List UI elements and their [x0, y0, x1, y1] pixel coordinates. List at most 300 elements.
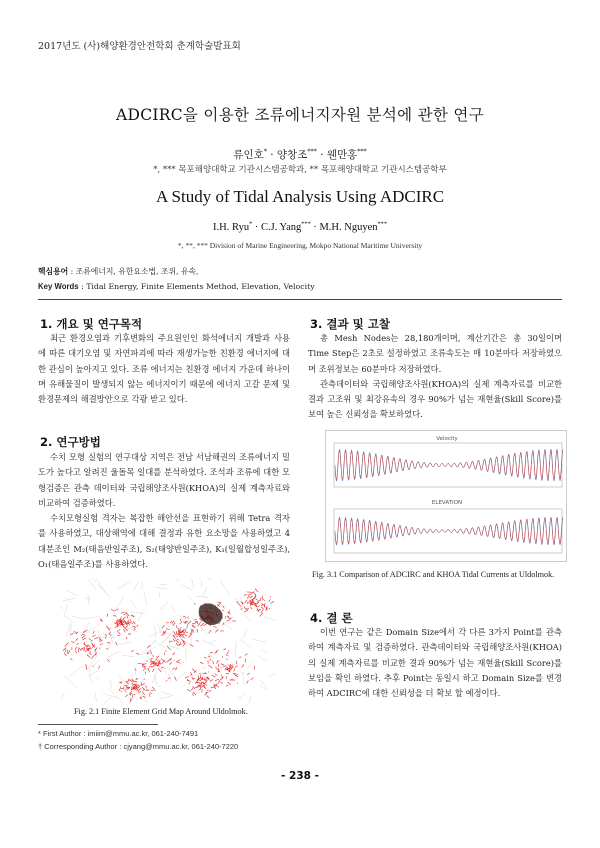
coastline-mesh-line	[163, 634, 164, 635]
mesh-line	[104, 697, 112, 703]
coastline-mesh-line	[247, 673, 249, 675]
mesh-line	[150, 640, 155, 647]
coastline-mesh-line	[100, 644, 103, 645]
korean-author-1: 류인호	[233, 149, 264, 161]
coastline-mesh-line	[151, 665, 155, 667]
coastline-mesh-line	[218, 663, 219, 667]
coastline-mesh-line	[236, 661, 237, 664]
coastline-mesh-line	[115, 609, 119, 611]
english-author-1: I.H. Ryu	[213, 222, 250, 233]
mesh-line	[155, 674, 157, 686]
coastline-mesh-line	[261, 610, 263, 613]
mesh-line	[66, 616, 74, 622]
coastline-mesh-line	[109, 632, 111, 634]
coastline-mesh-line	[248, 594, 250, 596]
coastline-mesh-line	[214, 652, 217, 654]
section-3-body	[308, 331, 562, 423]
mesh-line	[87, 670, 99, 677]
page-number: - 238 -	[281, 770, 319, 782]
coastline-mesh-line	[115, 626, 119, 627]
coastline-mesh-line	[194, 603, 195, 604]
coastline-mesh-line	[158, 668, 161, 672]
coastline-mesh-line	[191, 688, 193, 691]
coastline-mesh-line	[200, 662, 203, 663]
coastline-mesh-line	[106, 626, 108, 629]
coastline-mesh-line	[207, 690, 209, 691]
coastline-mesh-line	[225, 616, 226, 618]
coastline-mesh-line	[175, 677, 177, 681]
coastline-mesh-line	[109, 628, 110, 631]
coastline-mesh-line	[206, 684, 207, 685]
coastline-mesh-line	[241, 602, 244, 605]
coastline-mesh-line	[196, 641, 199, 642]
coastline-mesh-line	[145, 685, 147, 687]
coastline-mesh-line	[65, 649, 66, 652]
coastline-mesh-line	[85, 649, 88, 652]
coastline-mesh-line	[75, 647, 76, 650]
coastline-mesh-line	[173, 652, 175, 654]
mesh-line	[174, 578, 179, 581]
coastline-mesh-line	[137, 625, 139, 627]
mesh-line	[108, 651, 119, 657]
mesh-line	[60, 603, 63, 608]
coastline-mesh-line	[176, 625, 177, 628]
coastline-mesh-line	[203, 624, 207, 626]
coastline-mesh-line	[78, 647, 80, 649]
coastline-mesh-line	[130, 680, 133, 683]
mesh-line	[110, 681, 111, 689]
coastline-mesh-line	[219, 623, 220, 624]
coastline-mesh-line	[211, 687, 214, 688]
coastline-mesh-line	[244, 594, 247, 596]
coastline-mesh-line	[134, 681, 137, 682]
coastline-mesh-line	[92, 644, 95, 648]
mesh-line	[81, 632, 83, 640]
coastline-mesh-line	[81, 634, 84, 635]
coastline-mesh-line	[147, 653, 150, 655]
coastline-mesh-line	[145, 690, 148, 691]
coastline-mesh-line	[136, 653, 139, 654]
mesh-line	[158, 635, 170, 647]
coastline-mesh-line	[253, 592, 256, 595]
coastline-mesh-line	[229, 670, 230, 671]
coastline-mesh-line	[214, 674, 217, 676]
mesh-line	[103, 693, 118, 697]
coastline-mesh-line	[226, 619, 230, 621]
coastline-mesh-line	[107, 659, 109, 661]
coastline-mesh-line	[129, 623, 133, 624]
coastline-mesh-line	[250, 591, 254, 594]
coastline-mesh-line	[176, 667, 177, 670]
coastline-mesh-line	[217, 603, 221, 607]
coastline-mesh-line	[83, 644, 87, 646]
coastline-mesh-line	[99, 640, 101, 641]
coastline-mesh-line	[226, 685, 228, 687]
section-1-heading: 1. 개요 및 연구목적	[40, 317, 143, 331]
section-2-heading: 2. 연구방법	[40, 435, 101, 449]
coastline-mesh-line	[130, 620, 131, 622]
elevation-panel-title: ELEVATION	[431, 500, 463, 506]
coastline-mesh-line	[186, 632, 188, 633]
mesh-line	[175, 671, 185, 682]
coastline-mesh-line	[201, 686, 204, 688]
coastline-mesh-line	[177, 662, 180, 664]
coastline-mesh-line	[172, 668, 175, 669]
mesh-line	[177, 702, 181, 703]
coastline-mesh-line	[93, 631, 95, 634]
coastline-mesh-line	[187, 621, 191, 625]
english-keywords-text: Tidal Energy, Finite Elements Method, Elevation, Velocity	[86, 282, 315, 291]
mesh-line	[92, 660, 100, 667]
coastline-mesh-line	[249, 592, 252, 593]
model-series-line	[335, 518, 563, 543]
coastline-mesh-line	[165, 651, 166, 652]
coastline-mesh-line	[132, 626, 135, 627]
mesh-line	[88, 594, 89, 606]
coastline-mesh-line	[150, 650, 152, 654]
mesh-line	[86, 624, 100, 633]
coastline-mesh-line	[177, 639, 179, 640]
coastline-mesh-line	[180, 627, 181, 628]
coastline-mesh-line	[105, 636, 106, 638]
coastline-mesh-line	[166, 629, 170, 630]
coastline-mesh-line	[223, 605, 225, 608]
coastline-mesh-line	[197, 629, 198, 632]
coastline-mesh-line	[76, 643, 78, 644]
footnote-corresponding-author: † Corresponding Author : cjyang@mmu.ac.kr, 061-240-7220	[38, 742, 239, 751]
coastline-mesh-line	[115, 642, 117, 646]
coastline-mesh-line	[124, 613, 127, 615]
coastline-mesh-line	[138, 691, 141, 692]
mesh-line	[69, 665, 84, 677]
coastline-mesh-line	[124, 685, 128, 686]
coastline-mesh-line	[152, 669, 154, 672]
en-author-mark-1: *	[249, 220, 253, 228]
mesh-line	[220, 580, 230, 595]
coastline-mesh-line	[100, 648, 101, 649]
coastline-mesh-line	[142, 684, 145, 685]
en-author-mark-3: ***	[377, 220, 387, 228]
mesh-line	[264, 616, 275, 621]
coastline-mesh-line	[119, 687, 121, 691]
mesh-line	[118, 642, 131, 645]
mesh-line	[142, 581, 143, 589]
section-3-heading: 3. 결과 및 고찰	[310, 317, 390, 331]
coastline-mesh-line	[213, 626, 217, 627]
coastline-mesh-line	[226, 659, 228, 660]
coastline-mesh-line	[189, 683, 190, 684]
coastline-mesh-line	[169, 662, 172, 664]
coastline-mesh-line	[256, 606, 260, 607]
coastline-mesh-line	[257, 601, 258, 602]
mesh-line	[133, 581, 139, 591]
mesh-line	[138, 609, 144, 622]
coastline-mesh-line	[192, 669, 196, 673]
coastline-mesh-line	[255, 599, 257, 601]
mesh-line	[202, 587, 207, 597]
coastline-mesh-line	[270, 601, 274, 603]
coastline-mesh-line	[126, 637, 127, 639]
mesh-line	[155, 625, 156, 637]
mesh-line	[259, 686, 266, 690]
korean-affiliation: *, *** 목포해양대학교 기관시스템공학과, ** 목포해양대학교 기관시스템공학부	[153, 165, 447, 175]
coastline-mesh-line	[150, 658, 152, 659]
coastline-mesh-line	[215, 679, 219, 680]
mesh-line	[200, 578, 211, 580]
coastline-mesh-line	[124, 688, 126, 690]
coastline-mesh-line	[166, 622, 169, 623]
tidal-comparison-figure	[325, 430, 567, 562]
coastline-mesh-line	[269, 608, 270, 609]
section-3-paragraph-1: 총 Mesh Nodes는 28,180개이며, 계산기간은 총 30일이며 Time Step은 2초로 설정하였고 조류속도는 매 10분마다 저장하였으며 조위정보는 60분마다 저장하였다.	[308, 333, 562, 374]
coastline-mesh-line	[107, 613, 108, 616]
mesh-line	[144, 592, 147, 606]
coastline-mesh-line	[116, 620, 118, 621]
mesh-line	[262, 649, 267, 654]
mesh-line	[268, 670, 275, 678]
mesh-line	[89, 668, 92, 682]
coastline-mesh-line	[262, 599, 265, 601]
coastline-mesh-line	[212, 675, 216, 677]
mesh-line	[240, 671, 246, 674]
mesh-line	[171, 605, 176, 613]
mesh-line	[202, 640, 214, 645]
coastline-mesh-line	[123, 625, 125, 628]
coastline-mesh-line	[176, 660, 180, 663]
coastline-mesh-line	[75, 650, 77, 653]
coastline-mesh-line	[138, 685, 140, 687]
coastline-mesh-line	[208, 656, 210, 657]
coastline-mesh-line	[260, 613, 263, 617]
coastline-mesh-line	[64, 653, 67, 656]
english-title: A Study of Tidal Analysis Using ADCIRC	[155, 187, 445, 206]
conference-header: 2017년도 (사)해양환경안전학회 춘계학술발표회	[38, 41, 241, 52]
section-3-paragraph-2: 관측데이터와 국립해양조사원(KHOA)의 실제 계측자료를 비교한 결과 고조위 및 최강유속의 경우 90%가 넘는 재현율(Skill Score)를 보여 높은 신뢰성을 확보하였다.	[308, 378, 562, 420]
mesh-line	[67, 591, 78, 596]
coastline-mesh-line	[184, 630, 187, 634]
coastline-mesh-line	[209, 690, 211, 692]
coastline-mesh-line	[251, 677, 253, 679]
english-author-3: M.H. Nguyen	[319, 222, 378, 233]
mesh-line	[174, 633, 186, 648]
section-1-paragraph: 최근 환경오염과 기후변화의 주요원인인 화석에너지 개발과 사용에 따른 대기오염 및 자연파괴에 따라 재생가능한 친환경 에너지에 대한 관심이 높아지고 있다. 조류 에너지는 친환경 에너지 가운데 하나이며 유해물질이 발생되지 않는 에너지이기 때문에 에너지 고갈 문제 및 환경문제의 해결방안으로 각광 받고 있다.	[38, 333, 290, 405]
coastline-mesh-line	[109, 634, 111, 636]
mesh-line	[247, 662, 251, 669]
footnote-rule	[38, 724, 158, 725]
velocity-panel-title: Velocity	[436, 436, 458, 442]
coastline-mesh-line	[65, 643, 69, 647]
mesh-line	[86, 616, 100, 619]
coastline-mesh-line	[221, 664, 224, 666]
grid-map-image	[60, 578, 275, 703]
english-authors: I.H. Ryu* · C.J. Yang*** · M.H. Nguyen***	[213, 220, 387, 233]
mesh-line	[167, 666, 176, 678]
mesh-line	[247, 696, 251, 703]
mesh-line	[238, 692, 246, 701]
coastline-mesh-line	[107, 642, 110, 643]
coastline-mesh-line	[247, 680, 249, 683]
coastline-mesh-line	[245, 653, 248, 655]
coastline-mesh-line	[70, 634, 73, 635]
mesh-line	[194, 687, 202, 697]
coastline-mesh-line	[76, 638, 78, 640]
divider	[38, 299, 562, 300]
mesh-line	[191, 578, 194, 589]
coastline-mesh-line	[210, 679, 213, 681]
coastline-mesh-line	[92, 635, 95, 637]
coastline-mesh-line	[87, 654, 90, 657]
coastline-mesh-line	[125, 695, 128, 697]
coastline-mesh-line	[241, 608, 243, 610]
coastline-mesh-line	[213, 661, 214, 665]
korean-authors: 류인호* · 양창조*** · 웬만홍***	[233, 148, 367, 161]
mesh-line	[168, 646, 179, 649]
coastline-mesh-line	[185, 676, 189, 678]
mesh-line	[234, 598, 239, 600]
mesh-line	[64, 675, 77, 688]
mesh-line	[72, 616, 84, 619]
author-mark-2: ***	[307, 148, 317, 156]
mesh-line	[238, 671, 239, 672]
section-4-heading: 4. 결 론	[310, 611, 353, 625]
mesh-line	[155, 587, 169, 589]
coastline-mesh-line	[244, 610, 248, 612]
coastline-mesh-line	[167, 646, 170, 650]
mesh-line	[97, 677, 99, 680]
coastline-mesh-line	[191, 672, 192, 675]
section-2-body	[38, 450, 290, 572]
mesh-line	[167, 619, 177, 627]
coastline-mesh-line	[174, 631, 176, 635]
comparison-chart	[326, 431, 568, 563]
coastline-mesh-line	[193, 692, 196, 695]
coastline-mesh-line	[83, 638, 86, 640]
korean-keywords-text: 조류에너지, 유한요소법, 조위, 유속,	[75, 267, 199, 276]
mesh-line	[159, 592, 160, 598]
coastline-mesh-line	[144, 668, 145, 670]
coastline-mesh-line	[259, 598, 261, 601]
coastline-mesh-line	[142, 692, 144, 695]
coastline-mesh-line	[220, 682, 222, 684]
english-author-2: C.J. Yang	[260, 222, 302, 233]
korean-title: ADCIRC을 이용한 조류에너지자원 분석에 관한 연구	[116, 106, 484, 124]
coastline-mesh-line	[188, 634, 191, 638]
island-shape	[199, 603, 223, 625]
coastline-mesh-line	[89, 653, 91, 654]
coastline-mesh-line	[76, 632, 79, 634]
coastline-mesh-line	[111, 609, 114, 611]
korean-keywords-label: 핵심용어	[38, 267, 69, 276]
coastline-mesh-line	[142, 687, 145, 689]
coastline-mesh-line	[175, 640, 178, 643]
mesh-line	[158, 686, 161, 687]
mesh-line	[186, 578, 200, 579]
coastline-mesh-line	[165, 661, 168, 662]
coastline-mesh-line	[120, 683, 123, 684]
mesh-line	[235, 641, 236, 654]
coastline-mesh-line	[187, 625, 188, 628]
mesh-line	[209, 640, 217, 644]
coastline-mesh-line	[209, 630, 211, 634]
coastline-mesh-line	[197, 621, 198, 624]
coastline-mesh-line	[173, 639, 175, 642]
figure-3-1-caption: Fig. 3.1 Comparison of ADCIRC and KHOA Tidal Currents at Uldolmok.	[312, 570, 555, 579]
coastline-mesh-line	[105, 634, 107, 636]
coastline-mesh-line	[71, 641, 74, 643]
coastline-mesh-line	[205, 673, 207, 674]
mesh-line	[243, 613, 251, 621]
section-4-body	[308, 625, 562, 701]
korean-author-3: 웬만홍	[326, 149, 358, 161]
mesh-line	[220, 621, 232, 630]
coastline-mesh-line	[150, 693, 152, 694]
english-keywords-label: Key Words	[38, 282, 79, 291]
coastline-mesh-line	[123, 629, 125, 632]
mesh-line	[134, 666, 136, 675]
coastline-mesh-line	[210, 659, 211, 661]
coastline-mesh-line	[132, 694, 133, 698]
mesh-line	[98, 584, 111, 598]
section-1-body	[38, 331, 290, 407]
coastline-mesh-line	[261, 607, 264, 610]
mesh-line	[160, 602, 168, 609]
coastline-mesh-line	[132, 683, 134, 685]
coastline-mesh-line	[128, 633, 130, 635]
korean-keywords: 핵심용어 : 조류에너지, 유한요소법, 조위, 유속,	[38, 267, 199, 276]
mesh-line	[159, 696, 171, 699]
coastline-mesh-line	[215, 667, 219, 671]
coastline-mesh-line	[180, 642, 181, 645]
coastline-mesh-line	[192, 693, 193, 695]
coastline-mesh-line	[269, 599, 271, 601]
mesh-line	[122, 655, 134, 657]
mesh-line	[61, 693, 65, 701]
coastline-mesh-line	[122, 617, 126, 620]
coastline-mesh-line	[216, 650, 219, 652]
mesh-line	[117, 597, 124, 608]
coastline-mesh-line	[218, 661, 220, 662]
coastline-mesh-line	[161, 658, 165, 661]
coastline-mesh-line	[178, 629, 181, 630]
mesh-line	[152, 670, 157, 683]
coastline-mesh-line	[92, 654, 96, 658]
coastline-mesh-line	[176, 636, 179, 638]
coastline-mesh-line	[235, 666, 238, 668]
mesh-line	[252, 639, 266, 642]
coastline-mesh-line	[71, 658, 73, 660]
coastline-mesh-line	[237, 602, 241, 606]
coastline-mesh-line	[255, 595, 256, 597]
coastline-mesh-line	[94, 638, 98, 639]
mesh-line	[130, 612, 145, 613]
coastline-mesh-line	[84, 647, 85, 651]
coastline-mesh-line	[195, 680, 198, 683]
section-4-paragraph: 이번 연구는 같은 Domain Size에서 각 다른 3가지 Point를 관측하여 계측자료 및 검증하였다. 관측데이터와 국립해양조사원(KHOA)의 실제 계측자료를 비교한 결과 90%가 넘는 재현율(Skill Score)를 보임을 확인 하였다. 추후 Point는 동일시 하고 Domain Size를 변경하여 ADCIRC에 대한 신뢰성을 더 확보 할 예정이다.	[308, 627, 562, 699]
coastline-mesh-line	[135, 668, 136, 670]
coastline-mesh-line	[180, 619, 182, 623]
coastline-mesh-line	[217, 661, 218, 664]
english-affiliation: *, **, *** Division of Marine Engineering, Mokpo National Maritime University	[177, 241, 423, 250]
coastline-mesh-line	[244, 606, 245, 608]
author-mark-1: *	[263, 148, 267, 156]
coastline-mesh-line	[220, 677, 223, 680]
mesh-line	[258, 655, 267, 661]
coastline-mesh-line	[149, 694, 150, 697]
finite-element-grid-figure	[60, 578, 275, 703]
mesh-line	[143, 641, 156, 652]
coastline-mesh-line	[67, 650, 68, 653]
mesh-line	[161, 691, 173, 695]
